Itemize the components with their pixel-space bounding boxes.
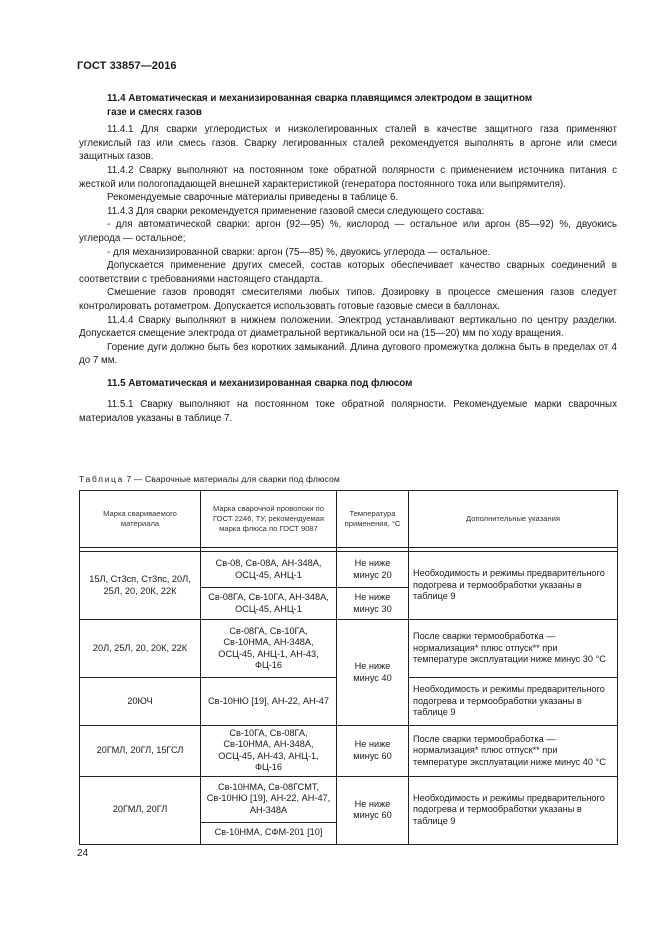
header-temperature: Температура применения, °С [337, 491, 409, 548]
header-wire: Марка сварочной проволоки по ГОСТ 2246, ТУ, рекомендуемая марка флюса по ГОСТ 9087 [201, 491, 337, 548]
cell-material: 20ГМЛ, 20ГЛ, 15ГСЛ [80, 726, 201, 777]
table-header-row [80, 491, 618, 548]
cell-material: 20ЮЧ [80, 678, 201, 726]
paragraph-mech-welding: - для механизированной сварки: аргон (75—85) %, двуокись углерода — остальное. [107, 246, 491, 258]
cell-temperature: Не ниже минус 20 [337, 552, 409, 588]
cell-temperature: Не ниже минус 30 [337, 588, 409, 620]
table-row [80, 776, 618, 822]
cell-notes: Необходимость и режимы предварительного подогрева и термообработки указаны в таблице 9 [409, 678, 618, 726]
cell-material: 15Л, Ст3сп, Ст3пс, 20Л, 25Л, 20, 20К, 22К [80, 552, 201, 620]
cell-notes: Необходимость и режимы предварительного подогрева и термообработки указаны в таблице 9 [409, 552, 618, 620]
paragraph-11-5-1: 11.5.1 Сварку выполняют на постоянном токе обратной полярности. Рекомендуемые марки сварочных материалов указаны в таблице 7. [79, 399, 617, 425]
section-11-5-heading: 11.5 Автоматическая и механизированная сварка под флюсом [107, 377, 413, 389]
cell-temperature: Не ниже минус 40 [337, 620, 409, 726]
paragraph-gas-mixing: Смешение газов проводят смесителями любых типов. Дозировку в процессе смешения газов следует контролировать ротаметром. Допускается использовать готовые газовые смеси в баллонах. [79, 287, 617, 312]
cell-temperature: Не ниже минус 60 [337, 776, 409, 844]
table-caption-label: Таблица [79, 474, 124, 484]
header-notes: Дополнительные указания [409, 491, 618, 548]
paragraph-arc: Горение дуги должно быть без коротких замыканий. Длина дугового промежутка должна быть в пределах от 4 до 7 мм. [79, 341, 617, 367]
cell-wire: Св-08ГА, Св-10ГА, Св-10НМА, АН-348А, ОСЦ-45, АНЦ-1, АН-43, ФЦ-16 [201, 620, 337, 678]
table-row [80, 552, 618, 588]
paragraph-auto-welding: - для автоматической сварки: аргон (92—95) %, кислород — остальное или аргон (85—92) %, двуокись углерода — остальное; [79, 219, 617, 244]
paragraph-11-4-2: 11.4.2 Сварку выполняют на постоянном токе обратной полярности с применением источника питания с жесткой или пологопадающей внешней характеристикой (генератора постоянного тока или выпрямителя). [79, 164, 617, 190]
cell-wire: Св-10ГА, Св-08ГА, Св-10НМА, АН-348А, ОСЦ-45, АН-43, АНЦ-1, ФЦ-16 [201, 726, 337, 777]
section-11-4-heading-line2: газе и смесях газов [107, 106, 202, 118]
cell-material: 20Л, 25Л, 20, 20К, 22К [80, 620, 201, 678]
section-11-4-heading [79, 92, 617, 119]
cell-notes: После сварки термообработка — нормализация* плюс отпуск** при температуре эксплуатации ниже минус 40 °С [409, 726, 618, 777]
cell-wire: Св-08, Св-08А, АН-348А, ОСЦ-45, АНЦ-1 [201, 552, 337, 588]
cell-wire: Св-08ГА, Св-10ГА, АН-348А, ОСЦ-45, АНЦ-1 [201, 588, 337, 620]
paragraph-11-4-3: 11.4.3 Для сварки рекомендуется применение газовой смеси следующего состава: [107, 205, 485, 217]
paragraph-other-mixtures: Допускается применение других смесей, состав которых обеспечивает качество сварных соединений в соответствии с требованиями настоящего стандарта. [79, 260, 617, 285]
table-row [80, 620, 618, 678]
paragraph-materials-ref: Рекомендуемые сварочные материалы приведены в таблице 6. [107, 192, 399, 204]
cell-material: 20ГМЛ, 20ГЛ [80, 776, 201, 844]
table-row [80, 726, 618, 777]
page-number: 24 [77, 848, 89, 859]
welding-materials-table [79, 490, 618, 845]
cell-wire: Св-10НМА, Св-08ГСМТ, Св-10НЮ [19], АН-22, АН-47, АН-348А [201, 776, 337, 822]
header-material: Марка свариваемого материала [80, 491, 201, 548]
table-caption [79, 474, 340, 484]
section-11-4-heading-line1: 11.4 Автоматическая и механизированная сварка плавящимся электродом в защитном [107, 93, 533, 104]
paragraph-11-4-4: 11.4.4 Сварку выполняют в нижнем положении. Электрод устанавливают вертикально по центру разделки. Допускается смещение электрода от диаметральной вертикальной оси на (15—20) мм по ходу вращения. [79, 314, 617, 340]
cell-wire: Св-10НЮ [19], АН-22, АН-47 [201, 678, 337, 726]
cell-temperature: Не ниже минус 60 [337, 726, 409, 777]
cell-notes: После сварки термообработка — нормализация* плюс отпуск** при температуре эксплуатации ниже минус 30 °С [409, 620, 618, 678]
paragraph-11-4-1: 11.4.1 Для сварки углеродистых и низколегированных сталей в качестве защитного газа применяют углекислый газ или смесь газов. Сварку легированных сталей рекомендуется выполнять в аргоне или смеси защитных газов. [79, 124, 617, 163]
main-text [79, 92, 617, 426]
cell-wire: Св-10НМА, СФМ-201 [10] [201, 822, 337, 844]
table-caption-text: 7 — Сварочные материалы для сварки под флюсом [123, 474, 340, 484]
document-header: ГОСТ 33857—2016 [77, 60, 177, 72]
cell-notes: Необходимость и режимы предварительного подогрева и термообработки указаны в таблице 9 [409, 776, 618, 844]
